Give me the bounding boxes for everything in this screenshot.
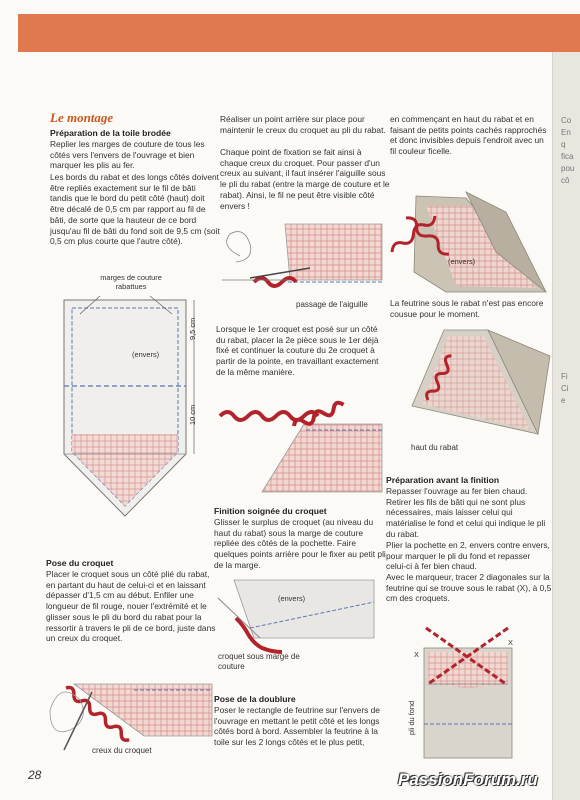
dimension-10: 10 cm: [188, 404, 197, 425]
section-title: Le montage: [50, 110, 114, 125]
heading-pose-croquet: Pose du croquet: [46, 558, 114, 568]
edge-fragment: pou: [561, 164, 575, 173]
paragraph: Lorsque le 1er croquet est posé sur un côté du rabat, placer la 2e pièce sous le 1er déjà fixé et continuer la couture du 2e croquet à partir de la pointe, en travaillant exactement de la même manière.: [216, 324, 379, 377]
heading-finition-croquet: Finition soignée du croquet: [214, 506, 327, 516]
heading-preparation-toile: Préparation de la toile brodée: [50, 128, 171, 138]
needle-pass-diagram: [210, 220, 385, 310]
figure-label-envers: (envers): [132, 350, 160, 359]
label-creux-croquet: creux du croquet: [92, 746, 152, 755]
paragraph: Réaliser un point arrière sur place pour maintenir le creux du croquet au pli du rabat.: [220, 114, 386, 135]
paragraph: Poser le rectangle de feutrine sur l'envers de l'ouvrage en mettant le petit côté et les longs côtés bord à bord. Assembler la feutrine à la toile sur les 2 longs côtés et le plus petit,: [214, 705, 380, 748]
figure-label-marges: marges de couture rabattues: [100, 273, 162, 291]
edge-fragment: q: [561, 140, 566, 149]
edge-fragment: Co: [561, 116, 572, 125]
top-of-flap-diagram: [388, 326, 552, 446]
paragraph: Plier la pochette en 2, envers contre envers, pour marquer le pli du fond et repasser celui-ci à fer bien chaud.: [386, 540, 550, 572]
paragraph: Les bords du rabat et des longs côtés doivent être repliés exactement sur le fil de bâti tandis que le bord du petit côté (haut) doit être décalé de 0,5 cm par rapport au fil de bâti, de sorte que la hauteur de ce bord jusqu'au fil de bâti du fond soit de 9,5 cm (soit 0,5 cm plus courte que l'autre côté).: [50, 172, 220, 247]
paragraph: Repasser l'ouvrage au fer bien chaud. Retirer les fils de bâti qui ne sont plus nécessaires, mais laisser celui qui matérialise le fond et celui qui indique le pli du rabat.: [386, 486, 546, 539]
label-pli-fond: pli du fond: [407, 700, 416, 735]
edge-fragment: e: [561, 396, 566, 405]
paragraph: Avec le marqueur, tracer 2 diagonales sur la feutrine qui se trouve sous le rabat (X), à 0,5 cm des croquets.: [386, 572, 552, 604]
label-passage-aiguille: passage de l'aiguille: [296, 300, 368, 309]
croquet-finish-diagram: [214, 578, 386, 660]
label-haut-rabat: haut du rabat: [411, 443, 459, 452]
figure-label-envers: (envers): [448, 257, 476, 266]
paragraph: en commençant en haut du rabat et en faisant de petits points cachés rapprochés et donc invisibles depuis l'endroit avec un fil couleur ficelle.: [390, 114, 547, 157]
diagonals-diagram: [420, 624, 516, 764]
second-croquet-diagram: [214, 392, 386, 500]
paragraph: Chaque point de fixation se fait ainsi à chaque creux du croquet. Pour passer d'un creux au suivant, il faut insérer l'aiguille sous le pli du rabat (entre la marge de couture et le rabat). Ainsi, le fil ne peut être visible côté envers !: [220, 147, 390, 211]
edge-fragment: fica: [561, 152, 574, 161]
caption: La feutrine sous le rabat n'est pas encore cousue pour le moment.: [390, 298, 544, 319]
felt-under-flap-diagram: [386, 192, 552, 296]
label-x-left: X: [414, 650, 419, 659]
edge-fragment: Ci: [561, 384, 569, 393]
edge-fragment: cô: [561, 176, 570, 185]
dimension-9-5: 9,5 cm: [188, 317, 197, 340]
watermark: PassionForum.ru: [398, 770, 538, 789]
heading-pose-doublure: Pose de la doublure: [214, 694, 296, 704]
paragraph: Placer le croquet sous un côté plié du rabat, en partant du haut de celui-ci et en laissant dépasser d'1,5 cm au début. Enfiler une longueur de fil rouge, nouer l'extrémité et le glisser sous le pli du bord du rabat pour la ressortir à travers le pli de ce bord, juste dans un creux du croquet.: [46, 569, 216, 644]
next-page-edge: [552, 52, 580, 800]
page-number: 28: [28, 768, 42, 782]
edge-fragment: En: [561, 128, 571, 137]
paragraph: Glisser le surplus de croquet (au niveau du haut du rabat) sous la marge de couture repliée des côtés de la pochette. Faire quelques points arrière pour le fixer au petit pli de la marge.: [214, 517, 386, 570]
heading-preparation-finition: Préparation avant la finition: [386, 475, 500, 485]
label-x-right: X: [508, 638, 513, 647]
label-croquet-sous-marge: croquet sous marge de couture: [218, 652, 300, 671]
top-color-band: [18, 14, 580, 52]
figure-label-envers: (envers): [278, 594, 306, 603]
paragraph: Replier les marges de couture de tous les côtés vers l'envers de l'ouvrage et bien marquer les plis au fer.: [50, 139, 205, 171]
edge-fragment: Fi: [561, 372, 568, 381]
